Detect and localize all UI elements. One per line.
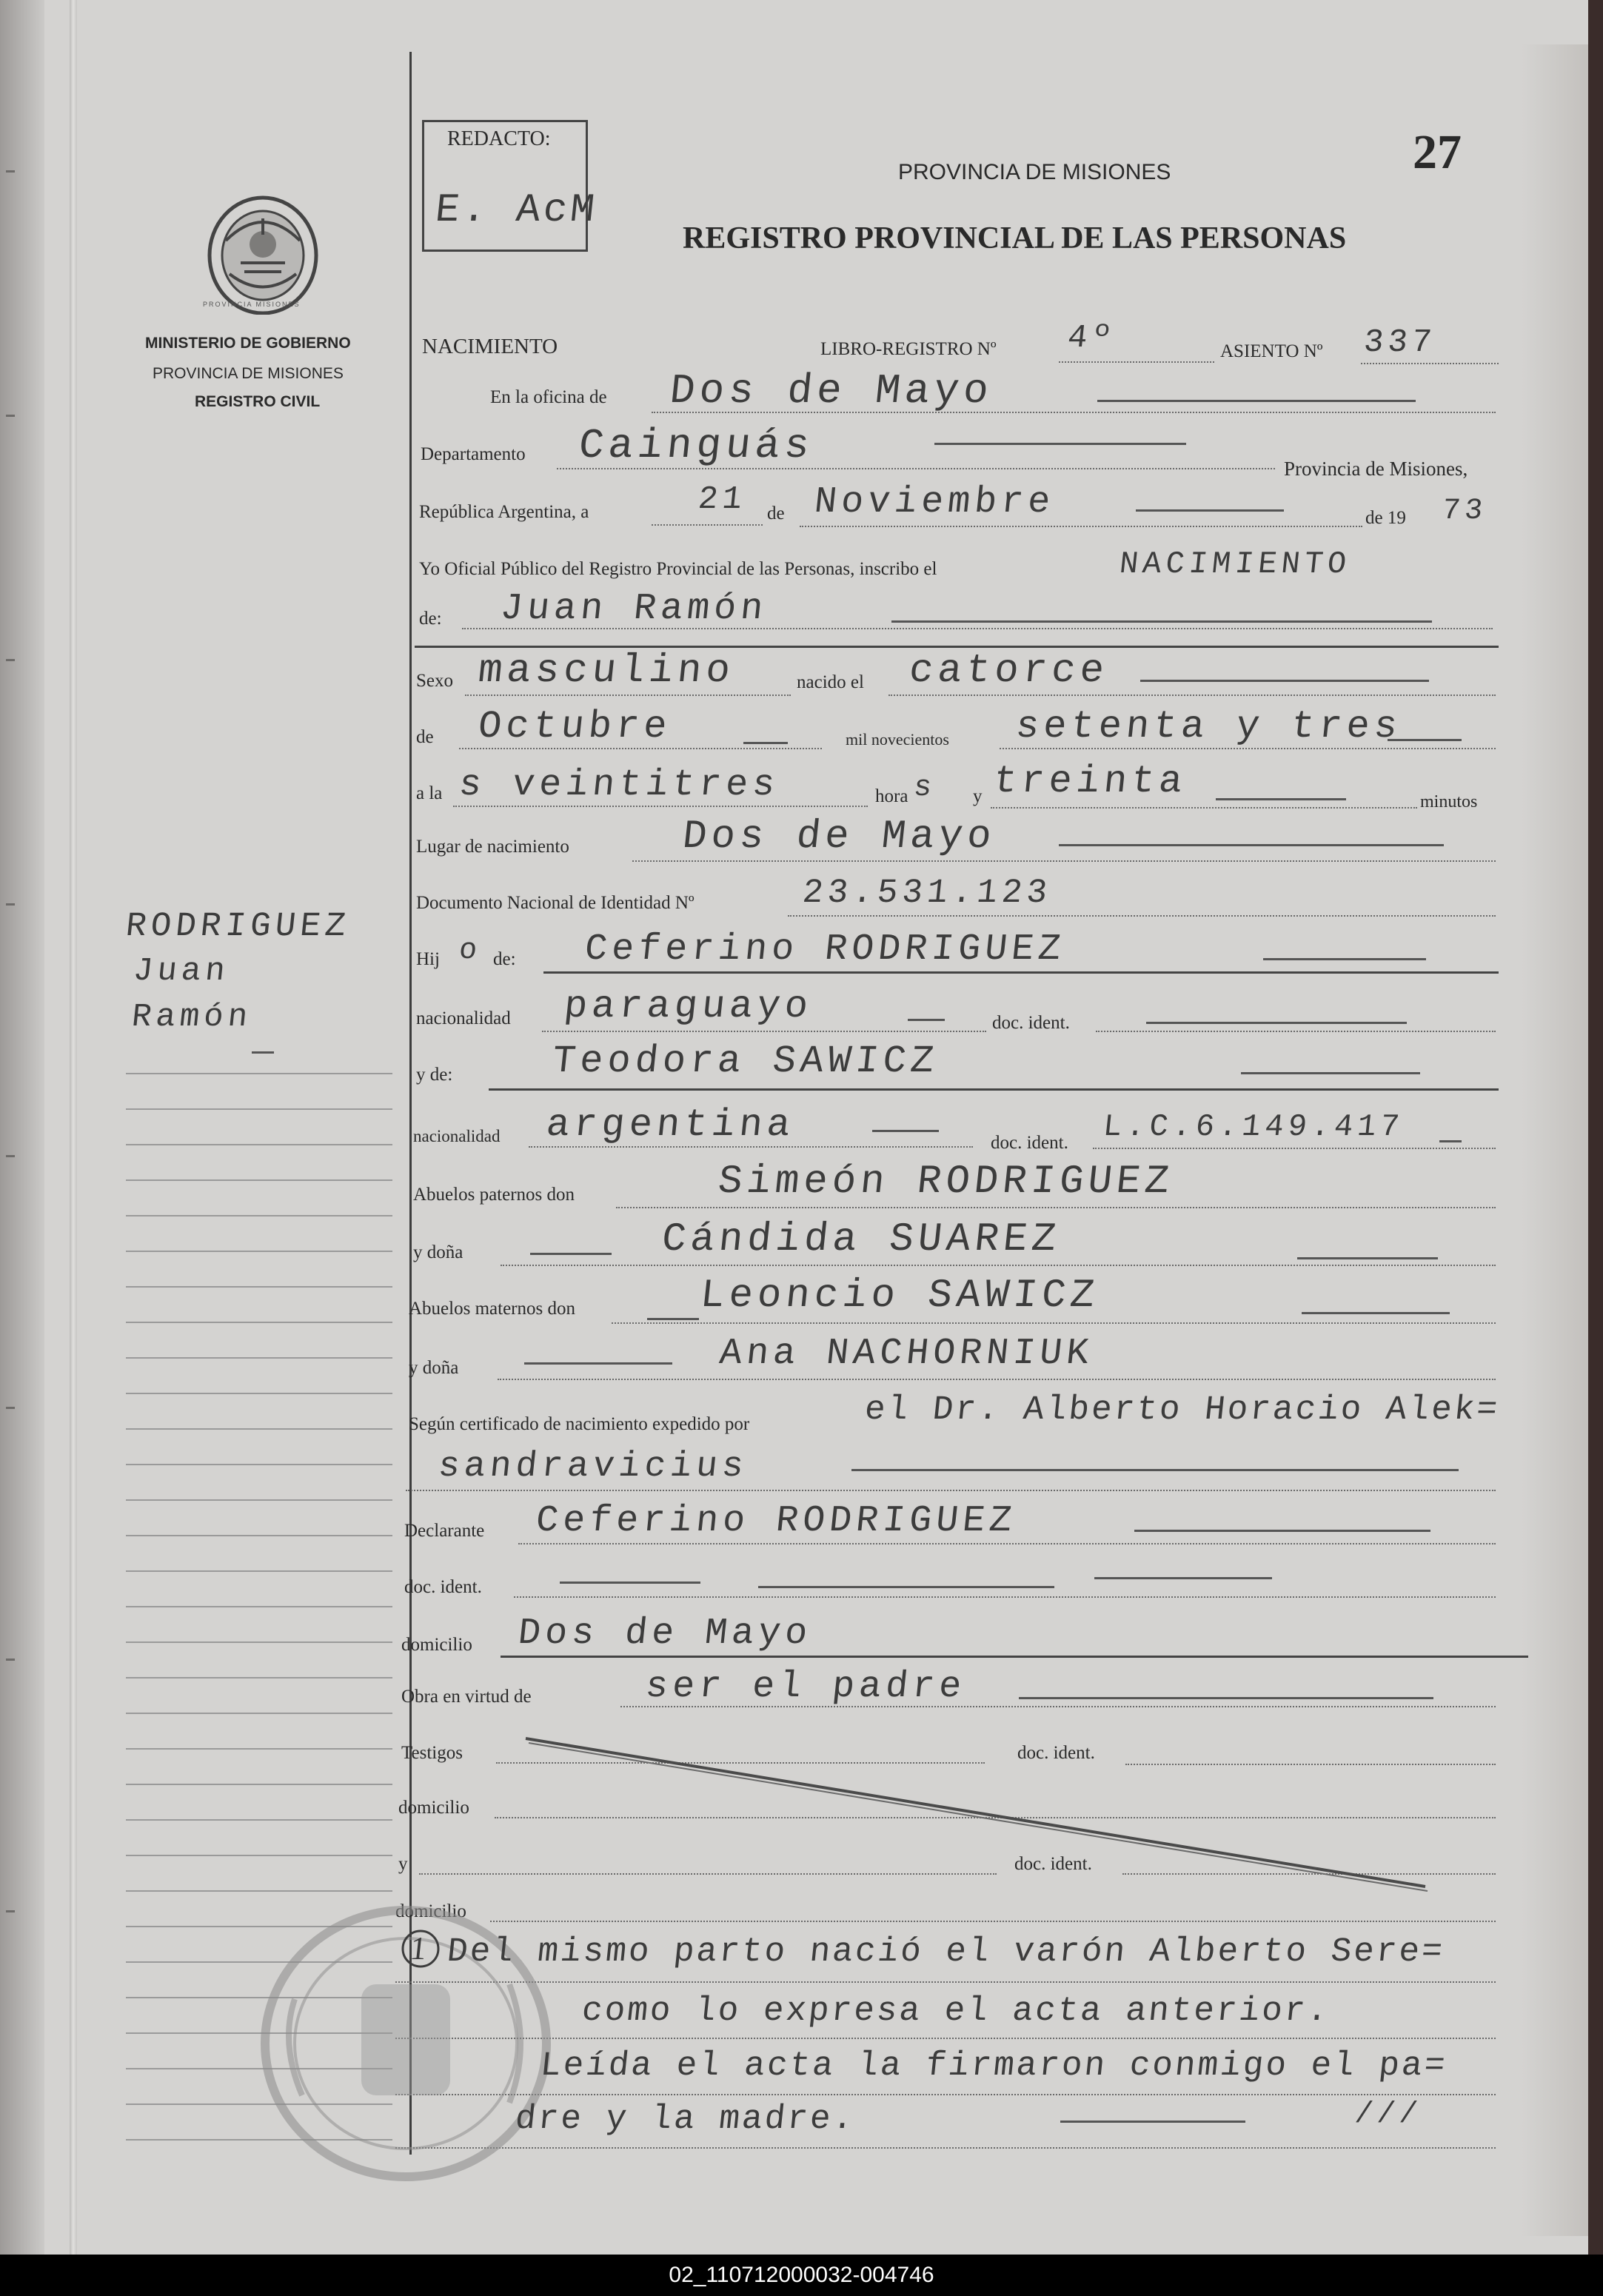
doc-madre-dotline (1093, 1148, 1496, 1149)
lugar-dotline (632, 860, 1496, 862)
abuelo-pat-dotline (616, 1207, 1496, 1208)
margin-rule (126, 1855, 392, 1856)
fill-stroke (891, 620, 1432, 623)
mes-dotline (800, 526, 1362, 527)
fill-stroke (1140, 680, 1429, 682)
fill-stroke (934, 443, 1186, 445)
fill-stroke (1302, 1312, 1450, 1314)
obra-label: Obra en virtud de (401, 1687, 532, 1707)
abuelo-pat-value: Simeón RODRIGUEZ (715, 1159, 1176, 1205)
abuela-mat-dotline (498, 1379, 1496, 1380)
oficina-label: En la oficina de (490, 387, 607, 407)
ala-value: s veintitres (457, 764, 782, 806)
image-id-footer: 02_110712000032-004746 (0, 2255, 1603, 2296)
fill-stroke (1216, 798, 1346, 800)
inscribo-value: NACIMIENTO (1117, 546, 1353, 582)
dni-value: 23.531.123 (800, 874, 1054, 912)
margin-rule (126, 1535, 392, 1536)
ydona-pat-label: y doña (413, 1242, 464, 1262)
domicilio-label: domicilio (401, 1635, 472, 1655)
margin-dash (252, 1051, 274, 1054)
hij-de-label: de: (493, 949, 516, 969)
mes2-value: Octubre (475, 705, 674, 749)
sexo-value: masculino (475, 649, 737, 694)
fill-stroke (1146, 1022, 1407, 1024)
abuela-pat-value: Cándida SUAREZ (659, 1217, 1062, 1262)
fill-stroke (1094, 1577, 1272, 1579)
page-spine (70, 0, 77, 2255)
abuela-mat-value: Ana NACHORNIUK (717, 1333, 1096, 1375)
margin-rule (126, 1606, 392, 1607)
margin-rule (126, 1641, 392, 1643)
certificado-label: Según certificado de nacimiento expedido por (409, 1414, 750, 1434)
margin-rule (126, 1713, 392, 1714)
ministry-line-2: PROVINCIA DE MISIONES (153, 365, 344, 382)
fill-stroke (908, 1019, 945, 1021)
dia-dotline (652, 524, 763, 526)
redacto-label: REDACTO: (447, 127, 551, 150)
margin-rule (126, 1357, 392, 1359)
margin-rule (126, 1570, 392, 1572)
asiento-label: ASIENTO Nº (1220, 341, 1323, 361)
nac-madre-dotline (529, 1146, 973, 1148)
mil-label: mil novecientos (846, 730, 949, 749)
binding-mark (6, 1155, 15, 1157)
seal-caption: PROVINCIA MISIONES (203, 301, 301, 308)
declarante-value: Ceferino RODRIGUEZ (534, 1500, 1019, 1542)
fill-stroke (647, 1318, 699, 1320)
oficina-value: Dos de Mayo (667, 367, 996, 415)
abuelos-mat-label: Abuelos maternos don (409, 1299, 575, 1319)
margin-rule (126, 1890, 392, 1892)
margin-rule (126, 1464, 392, 1465)
y-label: y (973, 786, 983, 806)
margin-rule (126, 1784, 392, 1785)
nacido-label: nacido el (797, 672, 864, 692)
section-rule (415, 646, 1499, 648)
domicilio-testigos-label: domicilio (398, 1798, 469, 1818)
de2-label: de (416, 727, 434, 747)
hora-suffix: s (911, 772, 938, 805)
margin-rule (126, 1677, 392, 1679)
padre-rule (543, 971, 1499, 974)
abuelo-mat-value: Leoncio SAWICZ (697, 1273, 1101, 1319)
departamento-value: Cainguás (576, 422, 817, 469)
yde-label: y de: (416, 1065, 453, 1085)
circled-marker-icon (400, 1928, 441, 1969)
margin-rule (126, 1073, 392, 1074)
domicilio2-label: domicilio (395, 1901, 466, 1921)
margin-rule (126, 1179, 392, 1181)
anio-value: setenta y tres (1013, 705, 1404, 749)
coat-of-arms-icon (200, 189, 326, 315)
asiento-dotline (1361, 363, 1499, 364)
domicilio2-dotline (490, 1921, 1496, 1922)
binding-mark (6, 415, 15, 417)
fill-stroke (1019, 1697, 1433, 1699)
fill-stroke (1134, 1530, 1430, 1532)
de-colon-label: de: (419, 609, 442, 629)
madre-value: Teodora SAWICZ (549, 1040, 940, 1083)
nacido-dotline (888, 695, 1496, 696)
margin-given-1: Juan (131, 953, 232, 990)
de-year-label: de 19 (1365, 508, 1406, 528)
nac-madre-value: argentina (543, 1103, 797, 1147)
note-line-4-end: /// (1353, 2098, 1424, 2132)
doc-madre-label: doc. ident. (991, 1133, 1068, 1153)
oficina-dotline (652, 412, 1496, 413)
note-line-1: Del mismo parto nació el varón Alberto Sere= (445, 1932, 1447, 1971)
margin-rule (126, 1499, 392, 1501)
nac-padre-label: nacionalidad (416, 1008, 511, 1028)
binding-mark (6, 1407, 15, 1409)
hij-suffix: o (457, 934, 483, 968)
margin-rule (126, 1428, 392, 1430)
note-line-3: Leída el acta la firmaron conmigo el pa= (538, 2046, 1449, 2085)
fill-stroke (1439, 1140, 1462, 1142)
fill-stroke (1136, 509, 1284, 512)
margin-rule (126, 1144, 392, 1145)
y2-label: y (398, 1854, 408, 1874)
binding-edge (0, 0, 44, 2255)
ministry-line-3: REGISTRO CIVIL (195, 393, 321, 410)
de-label: de (767, 503, 785, 523)
mes2-dotline (459, 748, 822, 749)
dia-value: 21 (696, 481, 749, 518)
fill-stroke (1297, 1257, 1438, 1259)
fill-stroke (1388, 739, 1462, 741)
year-value: 73 (1440, 495, 1489, 528)
margin-rule (126, 1286, 392, 1288)
doc-padre-label: doc. ident. (992, 1013, 1070, 1033)
libro-dotline (1059, 361, 1214, 363)
domicilio-value: Dos de Mayo (516, 1613, 814, 1655)
nac-madre-label: nacionalidad (413, 1127, 501, 1145)
note-marker: 1 (408, 1930, 429, 1967)
fill-stroke (1263, 958, 1426, 960)
mes-value: Noviembre (812, 481, 1057, 523)
fill-stroke (524, 1362, 672, 1365)
ala-dotline (453, 806, 868, 807)
fill-stroke (1097, 400, 1416, 402)
binding-mark (6, 903, 15, 906)
note-line-4: dre y la madre. (513, 2100, 857, 2138)
madre-rule (489, 1088, 1499, 1091)
obra-value: ser el padre (643, 1666, 968, 1708)
abuelo-mat-dotline (612, 1322, 1496, 1324)
declarante-label: Declarante (404, 1521, 485, 1541)
nombre-value: Juan Ramón (498, 588, 770, 630)
doc-declarante-label: doc. ident. (404, 1577, 482, 1597)
margin-rule (126, 1108, 392, 1110)
sexo-dotline (465, 695, 791, 696)
fill-stroke (1060, 2121, 1245, 2123)
margin-rule (126, 1819, 392, 1821)
binding-mark (6, 170, 15, 173)
doc-padre-dotline (1096, 1031, 1496, 1032)
doc-madre-value: L.C.6.149.417 (1101, 1109, 1406, 1145)
anio-dotline (1000, 748, 1496, 749)
lugar-value: Dos de Mayo (680, 814, 998, 860)
nacimiento-label: NACIMIENTO (422, 335, 558, 358)
nac-padre-dotline (542, 1031, 986, 1032)
libro-value: 4º (1065, 320, 1118, 357)
testigos-label: Testigos (401, 1743, 463, 1763)
sexo-label: Sexo (416, 671, 453, 691)
libro-label: LIBRO-REGISTRO Nº (820, 339, 997, 359)
binding-mark (6, 659, 15, 661)
dni-label: Documento Nacional de Identidad Nº (416, 893, 695, 913)
provincia-suffix: Provincia de Misiones, (1284, 458, 1468, 480)
nombre-dotline (462, 628, 1493, 629)
minutos-label: minutos (1420, 792, 1478, 811)
fill-stroke (851, 1469, 1459, 1471)
certificado-value-1: el Dr. Alberto Horacio Alek= (863, 1390, 1502, 1429)
minutos-dotline (991, 807, 1417, 809)
ala-label: a la (416, 783, 443, 803)
margin-rule (126, 1215, 392, 1216)
declarante-dotline (518, 1543, 1496, 1544)
nacido-value: catorce (906, 649, 1111, 694)
ydona-mat-label: y doña (409, 1358, 459, 1378)
departamento-label: Departamento (421, 444, 526, 464)
binding-mark (6, 1910, 15, 1912)
fill-stroke (1241, 1072, 1420, 1074)
note-line-2: como lo expresa el acta anterior. (580, 1992, 1332, 2030)
fill-stroke (530, 1253, 612, 1255)
nac-padre-value: paraguayo (561, 985, 814, 1028)
fill-stroke (758, 1586, 1054, 1588)
margin-rule (126, 1322, 392, 1323)
padre-value: Ceferino RODRIGUEZ (583, 928, 1068, 971)
doc-y2-label: doc. ident. (1014, 1854, 1092, 1874)
page-number: 27 (1413, 125, 1462, 179)
certificado-dotline (406, 1490, 1496, 1491)
redacto-initials: E. AcM (432, 188, 600, 233)
fill-stroke (1059, 844, 1444, 846)
margin-surname: RODRIGUEZ (124, 907, 352, 945)
minutos-value: treinta (991, 760, 1189, 803)
column-divider (409, 52, 412, 2155)
margin-rule (126, 1251, 392, 1252)
abuelos-pat-label: Abuelos paternos don (413, 1185, 575, 1205)
fill-stroke (743, 742, 788, 744)
fill-stroke (560, 1582, 700, 1584)
certificado-value-2: sandravicius (436, 1447, 750, 1487)
hij-label: Hij (416, 949, 440, 969)
doc-declarante-dotline (514, 1596, 1496, 1598)
dni-dotline (788, 915, 1496, 917)
oficial-text: Yo Oficial Público del Registro Provincial de las Personas, inscribo el (419, 559, 937, 579)
hora-label: hora (875, 786, 908, 806)
registry-title: REGISTRO PROVINCIAL DE LAS PERSONAS (683, 221, 1347, 255)
fill-stroke (872, 1130, 939, 1132)
province-title: PROVINCIA DE MISIONES (898, 160, 1171, 184)
margin-rule (126, 1748, 392, 1750)
asiento-value: 337 (1362, 324, 1438, 361)
domicilio-rule (501, 1656, 1528, 1658)
binding-mark (6, 1659, 15, 1661)
ministry-line-1: MINISTERIO DE GOBIERNO (145, 335, 351, 352)
margin-rule (126, 1393, 392, 1394)
lugar-label: Lugar de nacimiento (416, 837, 569, 857)
doc-testigos-label: doc. ident. (1017, 1743, 1095, 1763)
abuela-pat-dotline (501, 1265, 1496, 1266)
margin-given-2: Ramón (130, 999, 254, 1036)
departamento-dotline (557, 468, 1275, 469)
republica-label: República Argentina, a (419, 502, 589, 522)
obra-dotline (620, 1706, 1496, 1707)
cancel-stroke (518, 1725, 1451, 1903)
